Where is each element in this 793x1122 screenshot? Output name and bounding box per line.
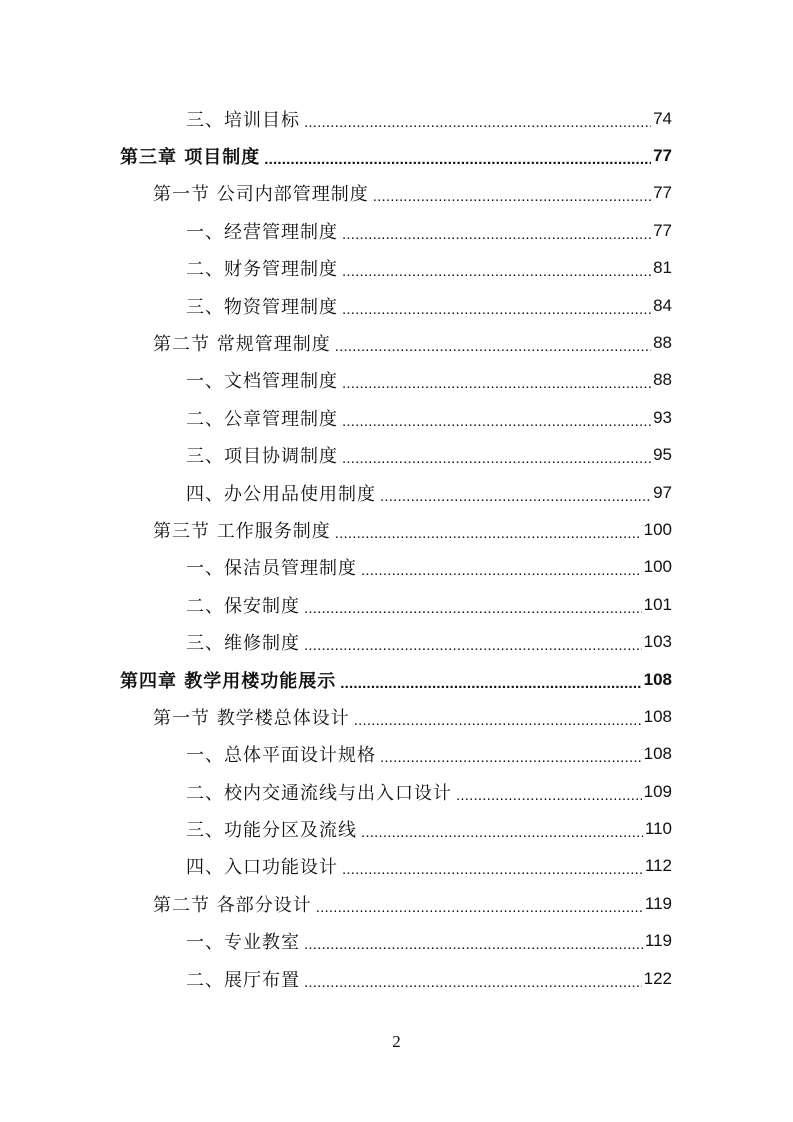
toc-subsection-entry[interactable]: [186, 474, 672, 511]
toc-entry-title: 二、公章管理制度: [186, 408, 338, 430]
toc-section-entry[interactable]: [153, 175, 672, 212]
toc-entry-page: 77: [653, 183, 672, 203]
toc-entry-page: 84: [653, 295, 672, 315]
toc-chapter-entry[interactable]: [120, 137, 672, 174]
toc-entry-title: 一、专业教室: [186, 932, 300, 954]
toc-entry-page: 110: [644, 819, 672, 839]
toc-entry-page: 95: [653, 445, 672, 465]
dot-leader: [342, 859, 643, 877]
toc-entry-page: 108: [643, 669, 672, 689]
toc-entry-title: 二、保安制度: [186, 595, 300, 617]
toc-entry-title: 三、物资管理制度: [186, 296, 338, 318]
dot-leader: [361, 822, 643, 840]
toc-entry-title: 三、维修制度: [186, 633, 300, 655]
toc-entry-title: 一、总体平面设计规格: [186, 745, 376, 767]
dot-leader: [264, 149, 651, 167]
toc-subsection-entry[interactable]: [186, 250, 672, 287]
dot-leader: [373, 186, 651, 204]
dot-leader: [304, 934, 643, 952]
toc-entry-title: 二、展厅布置: [186, 969, 300, 991]
toc-entry-page: 103: [643, 632, 672, 652]
toc-section-entry[interactable]: [153, 698, 672, 735]
dot-leader: [342, 373, 651, 391]
toc-subsection-entry[interactable]: [186, 923, 672, 960]
toc-entry-page: 108: [643, 744, 672, 764]
toc-chapter-entry[interactable]: [120, 661, 672, 698]
toc-subsection-entry[interactable]: [186, 362, 672, 399]
toc-entry-title: 第三章 项目制度: [120, 147, 261, 169]
toc-subsection-entry[interactable]: [186, 810, 672, 847]
dot-leader: [380, 486, 651, 504]
toc-entry-page: 88: [653, 370, 672, 390]
toc-entry-page: 100: [643, 557, 672, 577]
dot-leader: [335, 523, 642, 541]
toc-entry-title: 一、文档管理制度: [186, 371, 338, 393]
toc-entry-page: 77: [653, 146, 672, 166]
toc-subsection-entry[interactable]: [186, 848, 672, 885]
toc-entry-title: 第一节 教学楼总体设计: [153, 707, 350, 729]
dot-leader: [304, 972, 642, 990]
toc-entry-page: 108: [643, 706, 672, 726]
page-number: 2: [392, 1032, 401, 1051]
dot-leader: [361, 560, 642, 578]
toc-entry-title: 第一节 公司内部管理制度: [153, 184, 369, 206]
toc-entry-title: 第二节 各部分设计: [153, 894, 312, 916]
toc-entry-page: 122: [643, 968, 672, 988]
toc-entry-title: 二、校内交通流线与出入口设计: [186, 782, 452, 804]
toc-subsection-entry[interactable]: [186, 773, 672, 810]
dot-leader: [340, 673, 641, 691]
toc-entry-page: 119: [644, 931, 672, 951]
toc-subsection-entry[interactable]: [186, 212, 672, 249]
dot-leader: [335, 336, 651, 354]
dot-leader: [456, 785, 642, 803]
toc-subsection-entry[interactable]: [186, 437, 672, 474]
dot-leader: [304, 598, 642, 616]
toc-entry-title: 第三节 工作服务制度: [153, 520, 331, 542]
toc-subsection-entry[interactable]: [186, 399, 672, 436]
dot-leader: [342, 261, 651, 279]
toc-entry-page: 77: [653, 220, 672, 240]
toc-entry-title: 二、财务管理制度: [186, 259, 338, 281]
toc-subsection-entry[interactable]: [186, 736, 672, 773]
toc-entry-title: 三、功能分区及流线: [186, 820, 357, 842]
dot-leader: [342, 411, 651, 429]
toc-section-entry[interactable]: [153, 324, 672, 361]
toc-entry-title: 第四章 教学用楼功能展示: [120, 670, 337, 692]
toc-entry-page: 97: [653, 482, 672, 502]
toc-entry-page: 81: [653, 258, 672, 278]
toc-entry-title: 四、入口功能设计: [186, 857, 338, 879]
toc-entry-page: 93: [653, 407, 672, 427]
toc-entry-page: 100: [643, 519, 672, 539]
toc-entry-title: 一、保洁员管理制度: [186, 558, 357, 580]
dot-leader: [342, 299, 651, 317]
toc-entry-title: 三、培训目标: [186, 109, 300, 131]
toc-subsection-entry[interactable]: [186, 549, 672, 586]
toc-section-entry[interactable]: [153, 511, 672, 548]
dot-leader: [304, 635, 642, 653]
dot-leader: [304, 112, 651, 130]
dot-leader: [354, 710, 642, 728]
toc-subsection-entry[interactable]: [186, 623, 672, 660]
toc-subsection-entry[interactable]: [186, 287, 672, 324]
toc-entry-page: 88: [653, 333, 672, 353]
toc-entry-page: 74: [653, 108, 672, 128]
toc-entry-page: 112: [644, 856, 672, 876]
toc-subsection-entry[interactable]: [186, 960, 672, 997]
dot-leader: [342, 448, 651, 466]
dot-leader: [380, 747, 642, 765]
toc-subsection-entry[interactable]: [186, 586, 672, 623]
toc-entry-title: 第二节 常规管理制度: [153, 334, 331, 356]
toc-entry-title: 三、项目协调制度: [186, 446, 338, 468]
toc-entry-page: 101: [643, 594, 672, 614]
dot-leader: [316, 897, 643, 915]
toc-entry-page: 119: [644, 893, 672, 913]
toc-entry-title: 四、办公用品使用制度: [186, 483, 376, 505]
toc-entry-title: 一、经营管理制度: [186, 221, 338, 243]
dot-leader: [342, 224, 651, 242]
toc-entry-page: 109: [643, 781, 672, 801]
toc-section-entry[interactable]: [153, 885, 672, 922]
toc-subsection-entry[interactable]: [186, 100, 672, 137]
